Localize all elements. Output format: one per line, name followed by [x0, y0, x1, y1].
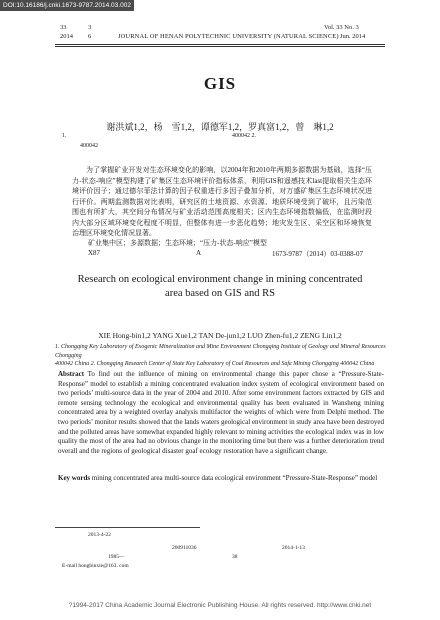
english-affiliation-line-2: 400042 China 2. Chongqing Research Center of State Key Laboratory of Coal Resources and Safe Mining Chongqing 400042 China: [55, 361, 375, 367]
keywords-text: mining concentrated area multi-source data ecological environment “Pressure-State-Response” model: [90, 474, 378, 482]
header-volume-left: 33: [60, 24, 67, 31]
header-number-left: 3: [88, 24, 92, 31]
keywords-label: Key words: [58, 474, 91, 482]
header-volume-right: Vol. 33 No. 3: [324, 24, 359, 31]
english-abstract: [58, 370, 384, 456]
journal-name: JOURNAL OF HENAN POLYTECHNIC UNIVERSITY (NATURAL SCIENCE): [118, 33, 339, 40]
chinese-title: GIS: [203, 74, 237, 93]
classification-code: X87: [88, 249, 101, 257]
copyright-footer: ?1994-2017 China Academic Journal Electronic Publishing House. All rights reserved. http://www.cnki.net: [68, 602, 372, 609]
english-affiliation-line-1: 1. Chongqing Key Laboratory of Exogenic Mineralization and Mine Environment Chongqing Institute of Geology and Mineral Resources Chongqing: [55, 344, 386, 359]
english-keywords: [58, 474, 384, 484]
abstract-label: Abstract: [58, 370, 85, 378]
footnote-author-birth-year: 1985—: [108, 554, 125, 560]
chinese-affiliation-index: 1.: [62, 133, 67, 139]
header-date-right: Jun. 2014: [340, 33, 366, 40]
footnote-email: E-mail hongbinxie@163. com: [62, 563, 129, 569]
english-authors: XIE Hong-bin1,2 YANG Xue1,2 TAN De-jun1,2 LUO Zhen-fu1,2 ZENG Lin1,2: [98, 331, 342, 340]
footnote-revised-date: 2014-1-13: [282, 545, 305, 551]
chinese-affiliation-postcode-1: 400042: [80, 143, 98, 149]
abstract-text: To find out the influence of mining on environmental change this paper chose a “Pressure-State-Response” model to establish a mining concentrated evaluation index system of ecological environment based on two periods’ multi-source data in the year of 2004 and 2010. After some environment factors extracted by GIS and remote sensing technology the ecological and environmental quality has been evaluated in Wansheng mining concentrated area by a weighted overlay analysis multifactor the weights of which were from Delphi method. The two periods’ monitor results showed that the lands waters geological environment in study area have been destroyed and the polluted areas have somewhat expanded highly relevant to mining activities the ecological index was in low quality the most of the area had no obvious change in the monitoring time but there was a further deterioration trend overall and the regions of geological disaster goaf ecology restoration have a significant change.: [58, 370, 384, 455]
footnote-rule: [55, 527, 200, 528]
english-title-line-1: Research on ecological environment change in mining concentrated: [77, 274, 363, 285]
header-rule-bottom: [55, 46, 385, 47]
header-year-left: 2014: [60, 33, 73, 40]
chinese-authors: 谢洪斌1,2，杨 雪1,2，谭德军1,2，罗真富1,2，曾 琳1,2: [106, 122, 334, 132]
header-month-left: 6: [88, 33, 92, 40]
footnote-received-date: 2013-4-22: [88, 532, 111, 538]
issn-article-code: 1673-9787（2014）03-0388-07: [272, 250, 363, 258]
header-rule-top: [55, 44, 385, 45]
chinese-abstract: 为了掌握矿业开发对生态环境变化的影响，以2004年和2010年两期多源数据为基础，选择“压力-状态-响应”模型构建了矿集区生态环境评价指标体系，利用GIS和遥感技术last提取相关生态环境评价因子；通过德尔菲法计算的因子权重进行多因子叠加分析，对万盛矿集区生态环境状况进行评价。两期监测数据对比表明，研究区的土地资源、水资源、地质环境受到了破坏，且污染范围也有所扩大，其空间分布情况与矿业活动范围高度相关；区内生态环境指数偏低，在监测时段内大部分区域环境变化程度不明显，但整体有进一步恶化趋势；地灾发生区、采空区和环境恢复治理区环境变化情况显著。: [72, 166, 372, 237]
footnote-fund-number: 200911036: [172, 545, 197, 551]
doi-banner: DOI:10.16186/j.cnki.1673-9787.2014.03.002: [0, 0, 134, 11]
footnote-number: 38: [232, 554, 238, 560]
english-affiliations: [55, 343, 390, 369]
chinese-affiliation-postcode-2: 400042 2.: [232, 133, 256, 139]
english-title: [60, 273, 380, 301]
chinese-keywords: 矿业集中区；多源数据；生态环境；“压力-状态-响应”模型: [88, 239, 267, 247]
document-code: A: [196, 249, 202, 257]
english-title-line-2: area based on GIS and RS: [165, 288, 275, 299]
